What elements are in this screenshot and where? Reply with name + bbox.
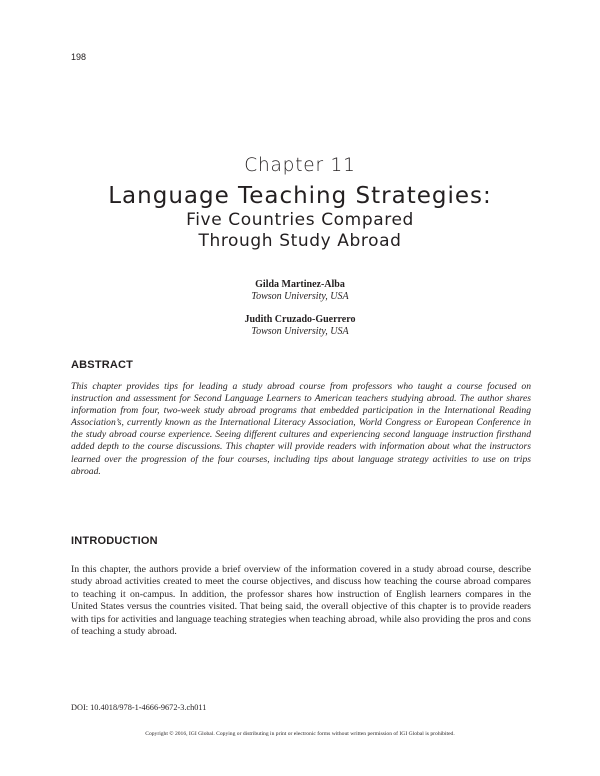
- author-affiliation: Towson University, USA: [251, 326, 349, 337]
- doi-line: DOI: 10.4018/978-1-4666-9672-3.ch011: [71, 703, 207, 712]
- chapter-subtitle-line-2: Through Study Abroad: [198, 231, 402, 251]
- abstract-heading: ABSTRACT: [71, 359, 134, 371]
- copyright-notice: Copyright © 2016, IGI Global. Copying or distributing in print or electronic forms without written permission of IGI Global is prohibited.: [145, 731, 455, 737]
- introduction-heading: INTRODUCTION: [71, 535, 158, 547]
- author-entry: [0, 314, 600, 338]
- page-number: 198: [71, 52, 87, 62]
- chapter-subtitle-line-1: Five Countries Compared: [186, 210, 414, 230]
- chapter-title: Language Teaching Strategies:: [108, 183, 492, 209]
- author-list: [0, 279, 600, 338]
- author-name: Gilda Martinez-Alba: [255, 279, 345, 290]
- chapter-label: Chapter 11: [244, 155, 356, 176]
- chapter-header: [0, 155, 600, 252]
- abstract-text: This chapter provides tips for leading a study abroad course from professors who taught a course focused on instruction and assessment for Second Language Learners to American teachers studying abroad. The author shares information from four, two-week study abroad programs that embedded participation in the International Reading Association’s, currently known as the International Literacy Association, World Congress or European Conference in the study abroad course experience. Seeing different cultures and experiencing second language instruction firsthand added depth to the course discussions. This chapter will provide readers with information about what the instructors learned over the progression of the four courses, including tips about language strategy activities to use on trips abroad.: [71, 381, 531, 477]
- author-name: Judith Cruzado-Guerrero: [244, 314, 356, 325]
- author-entry: [0, 279, 600, 303]
- introduction-text: In this chapter, the authors provide a brief overview of the information covered in a study abroad course, describe study abroad activities created to meet the course objectives, and discuss how teaching the course abroad compares to teaching it on-campus. In addition, the professor shares how instruction of English learners compares in the United States versus the countries visited. That being said, the overall objective of this chapter is to provide readers with tips for activities and language teaching strategies when teaching abroad, while also providing the pros and cons of teaching a study abroad.: [71, 564, 531, 638]
- author-affiliation: Towson University, USA: [251, 291, 349, 302]
